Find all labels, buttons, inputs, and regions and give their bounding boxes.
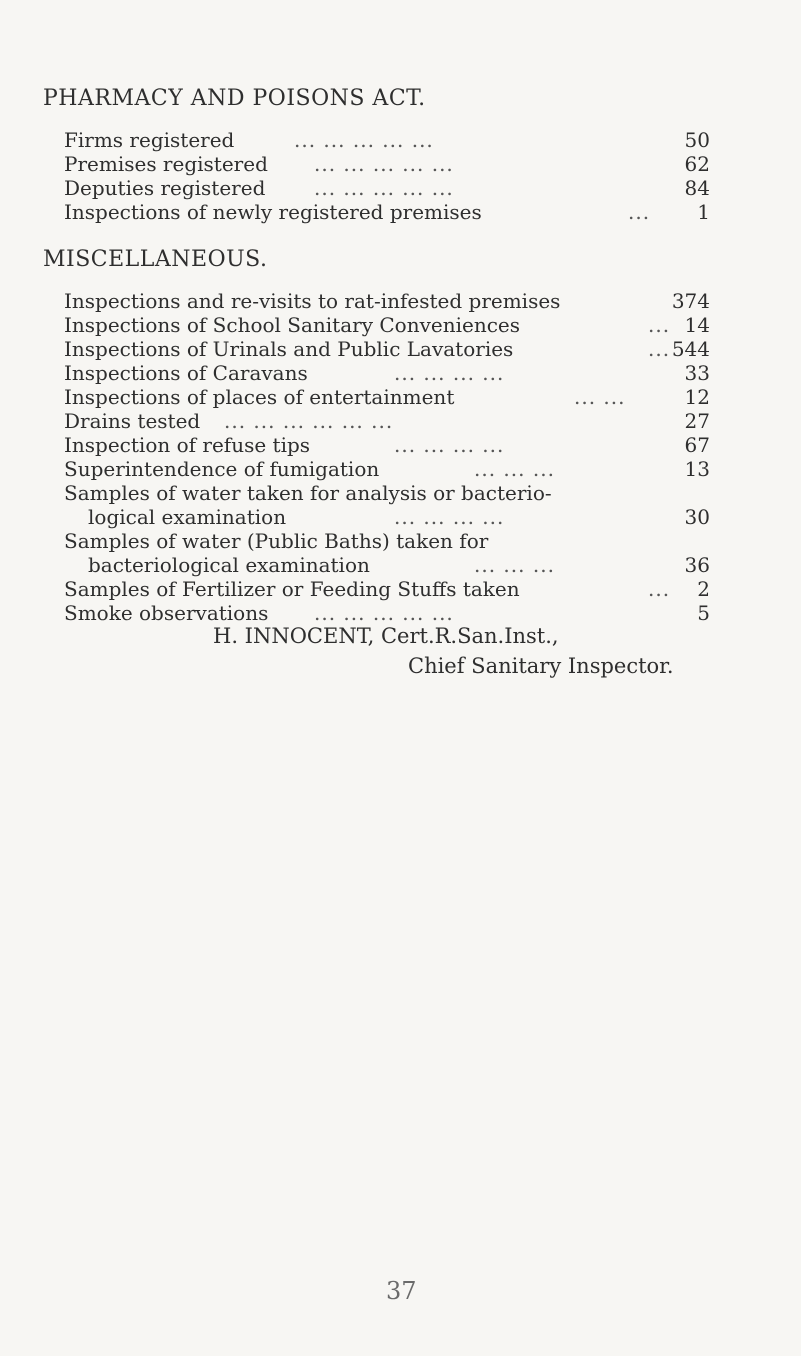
row-value: 1 [697, 200, 710, 224]
row-label: Inspections of Caravans [64, 361, 308, 385]
row-value: 2 [697, 577, 710, 601]
dot-leader: ... ... ... ... ... [314, 176, 454, 200]
dot-leader: ... ... ... ... [394, 361, 505, 385]
list-item [64, 576, 710, 603]
dot-leader: ... ... ... ... [394, 505, 505, 529]
row-value: 30 [684, 505, 710, 529]
list-item [64, 552, 710, 579]
row-label: Inspections of newly registered premises [64, 200, 482, 224]
dot-leader: ... ... ... ... ... [314, 601, 454, 625]
row-label: bacteriological examination [88, 553, 370, 577]
row-label: Samples of water taken for analysis or bacterio- [64, 481, 552, 505]
list-item [64, 288, 710, 315]
row-label: Drains tested [64, 409, 201, 433]
row-label: Firms registered [64, 128, 235, 152]
row-value: 33 [684, 361, 710, 385]
dot-leader: ... ... ... ... ... [314, 152, 454, 176]
list-item [64, 432, 710, 459]
row-value: 27 [684, 409, 710, 433]
list-item [64, 384, 710, 411]
dot-leader: ... ... ... [474, 553, 555, 577]
list-item [64, 312, 710, 339]
row-value: 13 [684, 457, 710, 481]
row-value: 5 [697, 601, 710, 625]
row-value: 544 [671, 337, 710, 361]
row-label: Samples of water (Public Baths) taken for [64, 529, 489, 553]
row-label: Inspections and re-visits to rat-infested premises [64, 289, 561, 313]
dot-leader: ... ... ... ... ... [294, 128, 434, 152]
row-value: 50 [684, 128, 710, 152]
section-heading-miscellaneous: MISCELLANEOUS. [43, 247, 268, 272]
row-label: Inspections of Urinals and Public Lavatories [64, 337, 514, 361]
dot-leader: ... ... ... ... [394, 433, 505, 457]
dot-leader: ... [648, 337, 671, 361]
signature-title: Chief Sanitary Inspector. [408, 654, 674, 678]
row-value: 14 [684, 313, 710, 337]
dot-leader: ... ... [574, 385, 626, 409]
row-value: 67 [684, 433, 710, 457]
list-item [64, 127, 710, 154]
list-item [64, 456, 710, 483]
row-label: Superintendence of fumigation [64, 457, 380, 481]
row-label: Deputies registered [64, 176, 266, 200]
list-item [64, 175, 710, 202]
row-label: Premises registered [64, 152, 268, 176]
dot-leader: ... [628, 200, 651, 224]
row-label: logical examination [88, 505, 287, 529]
page-number: 37 [386, 1277, 417, 1305]
row-value: 12 [684, 385, 710, 409]
dot-leader: ... ... ... [474, 457, 555, 481]
list-item [64, 504, 710, 531]
row-value: 62 [684, 152, 710, 176]
dot-leader: ... [648, 313, 671, 337]
list-item [64, 528, 710, 555]
row-label: Inspection of refuse tips [64, 433, 311, 457]
list-item [64, 600, 710, 627]
row-label: Smoke observations [64, 601, 269, 625]
row-value: 36 [684, 553, 710, 577]
row-value: 374 [671, 289, 710, 313]
section-heading-pharmacy: PHARMACY AND POISONS ACT. [43, 86, 426, 111]
dot-leader: ... ... ... ... ... ... [224, 409, 394, 433]
row-value: 84 [684, 176, 710, 200]
list-item [64, 480, 710, 507]
list-item [64, 151, 710, 178]
row-label: Inspections of School Sanitary Conveniences [64, 313, 521, 337]
list-item [64, 336, 710, 363]
list-item [64, 360, 710, 387]
signature-name: H. INNOCENT, Cert.R.San.Inst., [213, 624, 559, 648]
list-item [64, 199, 710, 226]
row-label: Samples of Fertilizer or Feeding Stuffs taken [64, 577, 520, 601]
list-item [64, 408, 710, 435]
row-label: Inspections of places of entertainment [64, 385, 455, 409]
dot-leader: ... [648, 577, 671, 601]
